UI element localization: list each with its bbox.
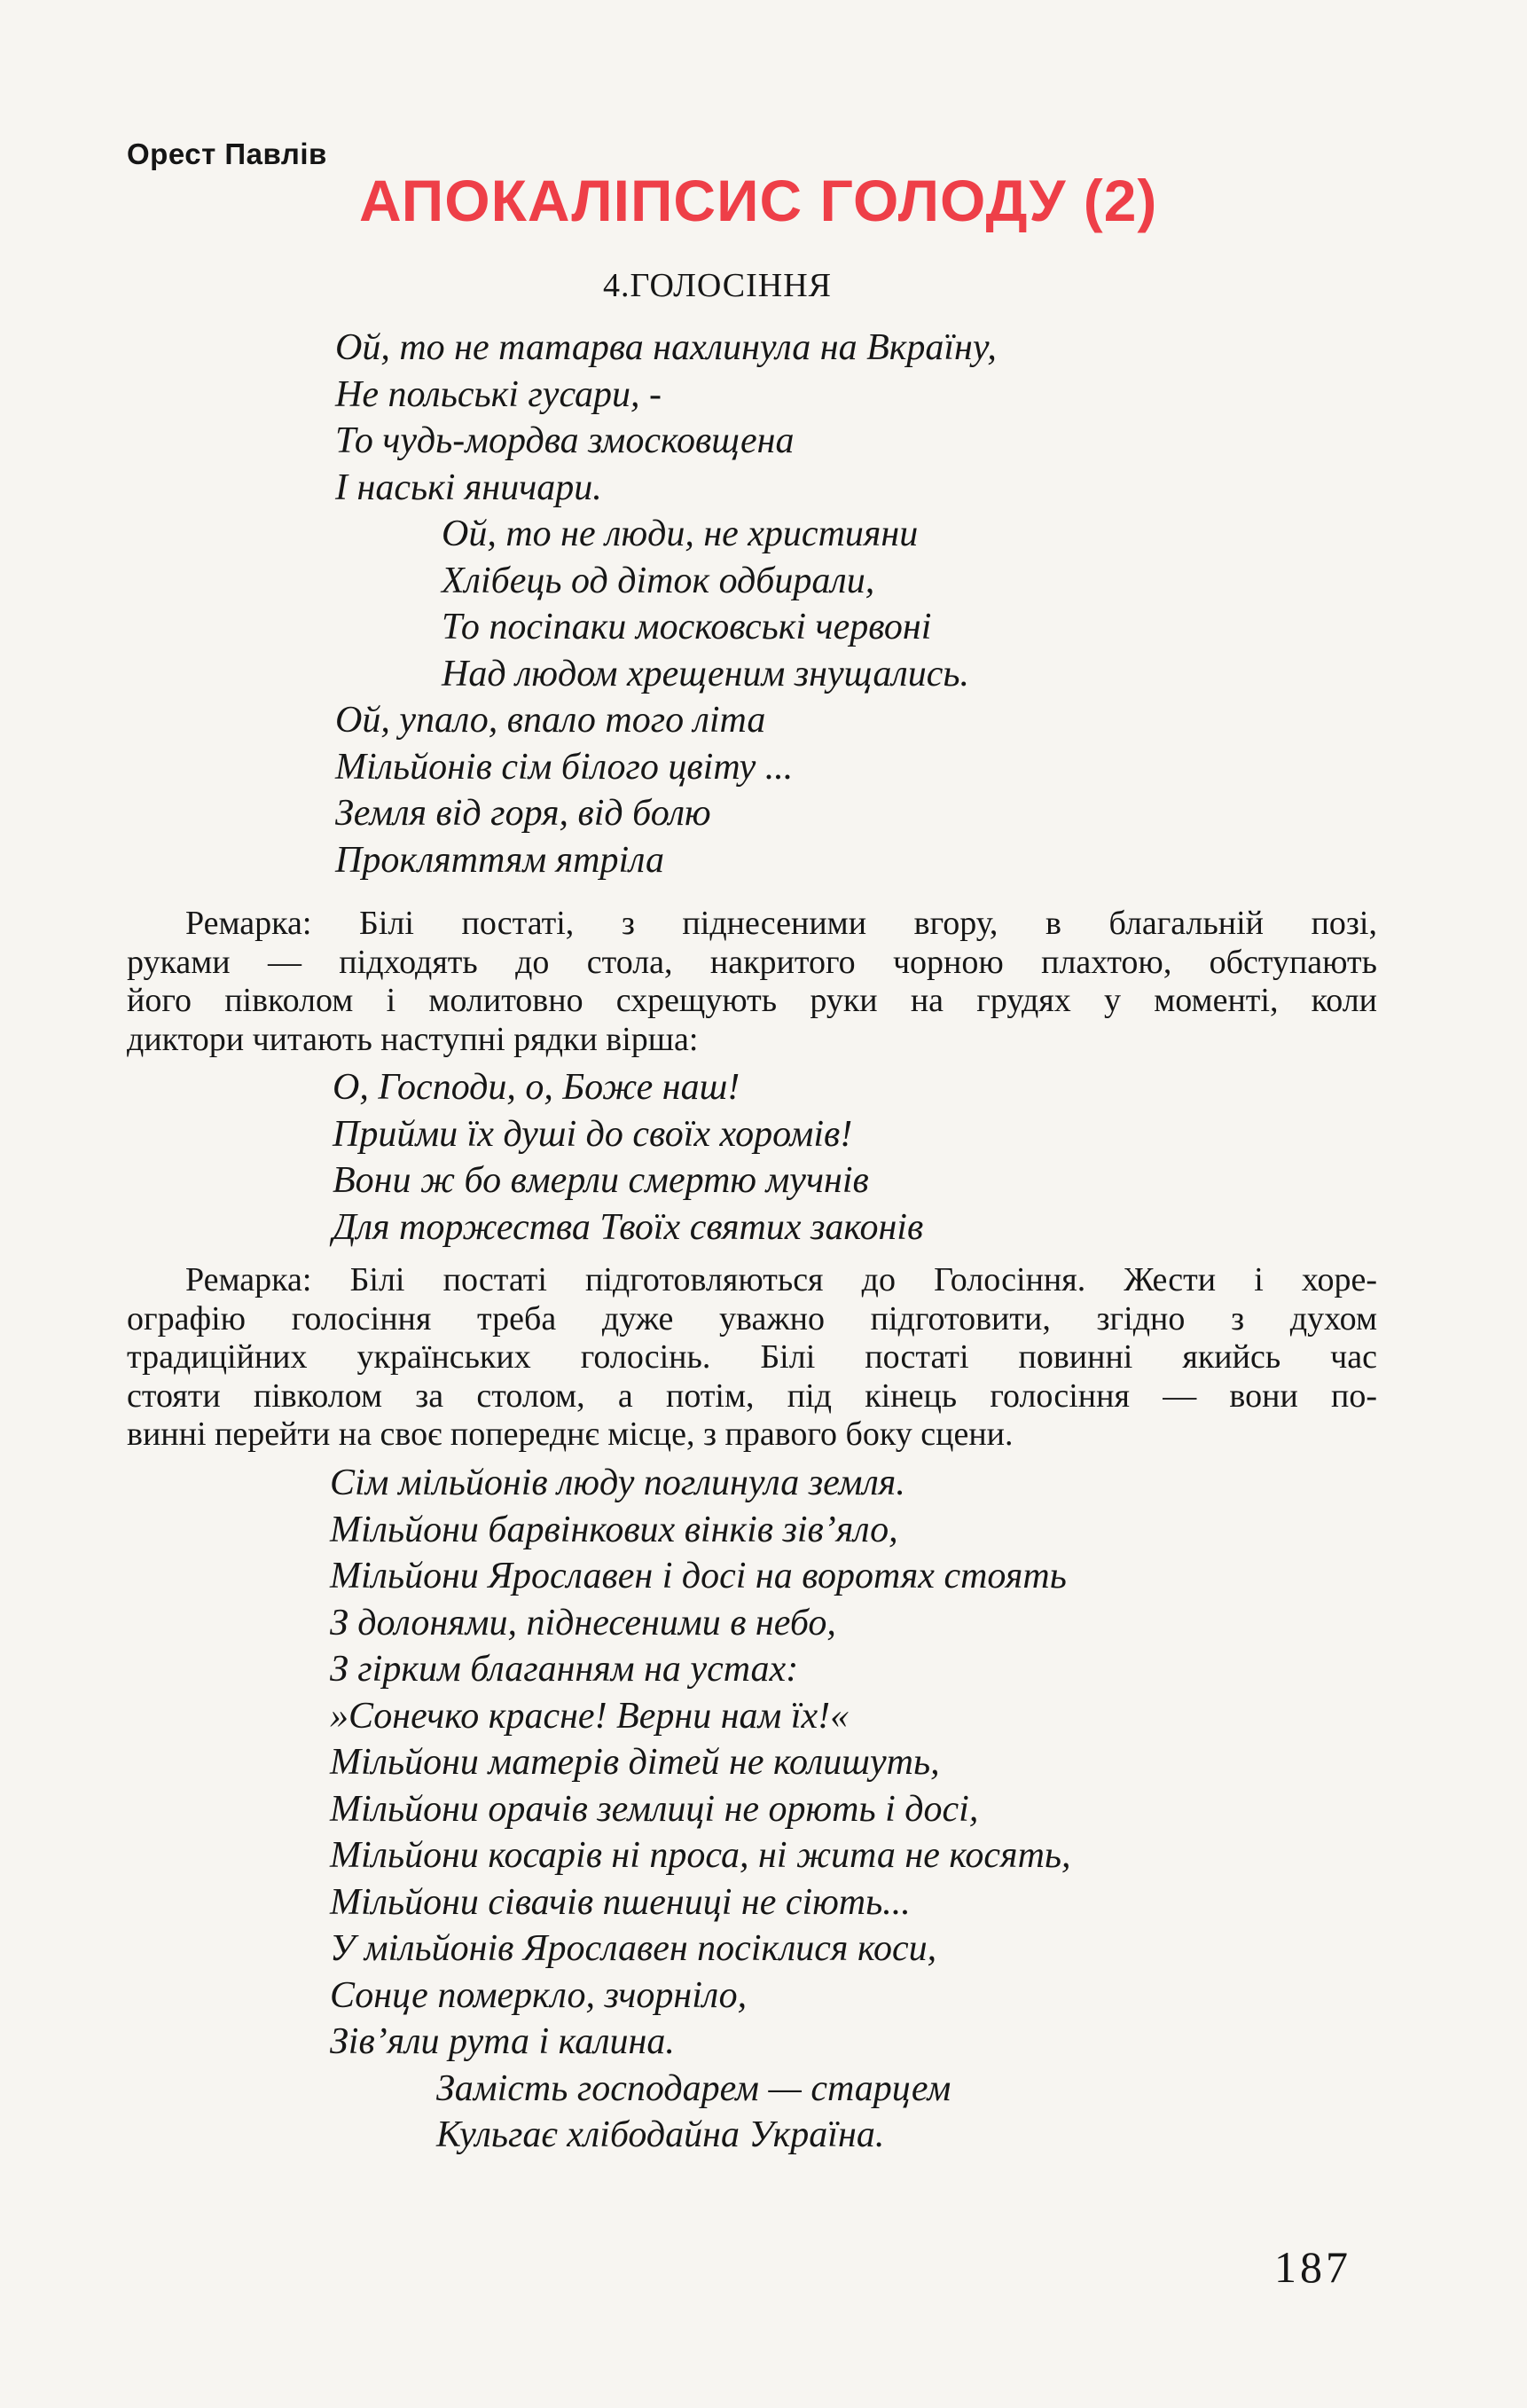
- author-name: Орест Павлів: [127, 137, 327, 170]
- verse-line: З гірким благанням на устах:: [330, 1649, 799, 1690]
- remark-line: ографію голосіння треба дуже уважно підготовити, згідно з духом: [127, 1299, 1377, 1337]
- verse-line: Сім мільйонів люду поглинула земля.: [330, 1463, 905, 1503]
- verse-line: Прийми їх душі до своїх хоромів!: [333, 1113, 853, 1155]
- verse-line: Кульгає хлібодайна Україна.: [436, 2114, 885, 2155]
- remark-line: стояти півколом за столом, а потім, під кінець голосіння — вони по-: [127, 1377, 1377, 1415]
- verse-line: Ой, то не люди, не християни: [442, 514, 919, 554]
- verse-line: Мільйони косарів ні проса, ні жита не косять,: [330, 1835, 1071, 1876]
- verse-line: Для торжества Твоїх святих законів: [333, 1206, 924, 1248]
- verse-line: І наські яничари.: [335, 467, 602, 508]
- remark-line: винні перейти на своє попереднє місце, з правого боку сцени.: [127, 1416, 1014, 1453]
- verse-line: Мільйони барвінкових вінків зів’яло,: [330, 1509, 898, 1550]
- verse-line: »Сонечко красне! Верни нам їх!«: [330, 1695, 850, 1737]
- verse-line: Сонце померкло, зчорніло,: [330, 1974, 748, 2016]
- verse-line: О, Господи, о, Боже наш!: [333, 1067, 740, 1108]
- remark-line: Ремарка: Білі постаті підготовляються до Голосіння. Жести і хоре-: [185, 1261, 1377, 1298]
- page-number: 187: [1274, 2242, 1351, 2292]
- remark-line: руками — підходять до стола, накритого чорною плахтою, обступають: [127, 943, 1377, 981]
- verse-block-1: [335, 325, 997, 883]
- verse-block-3: [330, 1460, 1071, 2159]
- verse-block-2: [333, 1064, 923, 1251]
- verse-line: З долонями, піднесеними в небо,: [330, 1602, 836, 1643]
- verse-line: Замість господарем — старцем: [436, 2067, 951, 2109]
- verse-line: Над людом хрещеним знущались.: [442, 653, 969, 694]
- verse-line: Мільйонів сім білого цвіту ...: [335, 746, 794, 788]
- verse-line: Мільйони орачів землиці не орють і досі,: [330, 1788, 979, 1830]
- remark-line: його півколом і молитовно схрещують руки на грудях у моменті, коли: [127, 982, 1377, 1019]
- remark-line: традиційних українських голосінь. Білі постаті повинні якийсь час: [127, 1338, 1377, 1376]
- verse-line: То чудь-мордва змосковщена: [335, 420, 795, 461]
- verse-line: Мільйони сівачів пшениці не сіють...: [330, 1881, 911, 1923]
- poem-title: АПОКАЛІПСИС ГОЛОДУ (2): [359, 168, 1158, 233]
- verse-line: Земля від горя, від болю: [335, 793, 711, 834]
- verse-line: У мільйонів Ярославен посіклися коси,: [330, 1928, 937, 1969]
- verse-line: Не польські гусари, -: [335, 373, 662, 415]
- remark-line: Ремарка: Білі постаті, з піднесеними вгору, в благальній позі,: [185, 905, 1377, 942]
- verse-line: Зів’яли рута і калина.: [330, 2021, 675, 2062]
- stage-remark-2: [127, 1261, 1377, 1455]
- verse-line: Ой, то не татарва нахлинула на Вкраїну,: [335, 327, 997, 368]
- verse-line: То посіпаки московські червоні: [442, 607, 932, 647]
- stage-remark-1: [127, 905, 1377, 1059]
- verse-line: Вони ж бо вмерли смертю мучнів: [333, 1160, 869, 1201]
- verse-line: Мільйони матерів дітей не колишуть,: [330, 1742, 940, 1783]
- verse-line: Ой, упало, впало того літа: [335, 700, 766, 741]
- verse-line: Прокляттям ятріла: [335, 839, 665, 881]
- verse-line: Хлібець од діток одбирали,: [442, 560, 875, 601]
- remark-line: диктори читають наступні рядки вірша:: [127, 1020, 699, 1058]
- section-title: 4.ГОЛОСІННЯ: [603, 267, 832, 304]
- verse-line: Мільйони Ярославен і досі на воротях стоять: [330, 1556, 1067, 1596]
